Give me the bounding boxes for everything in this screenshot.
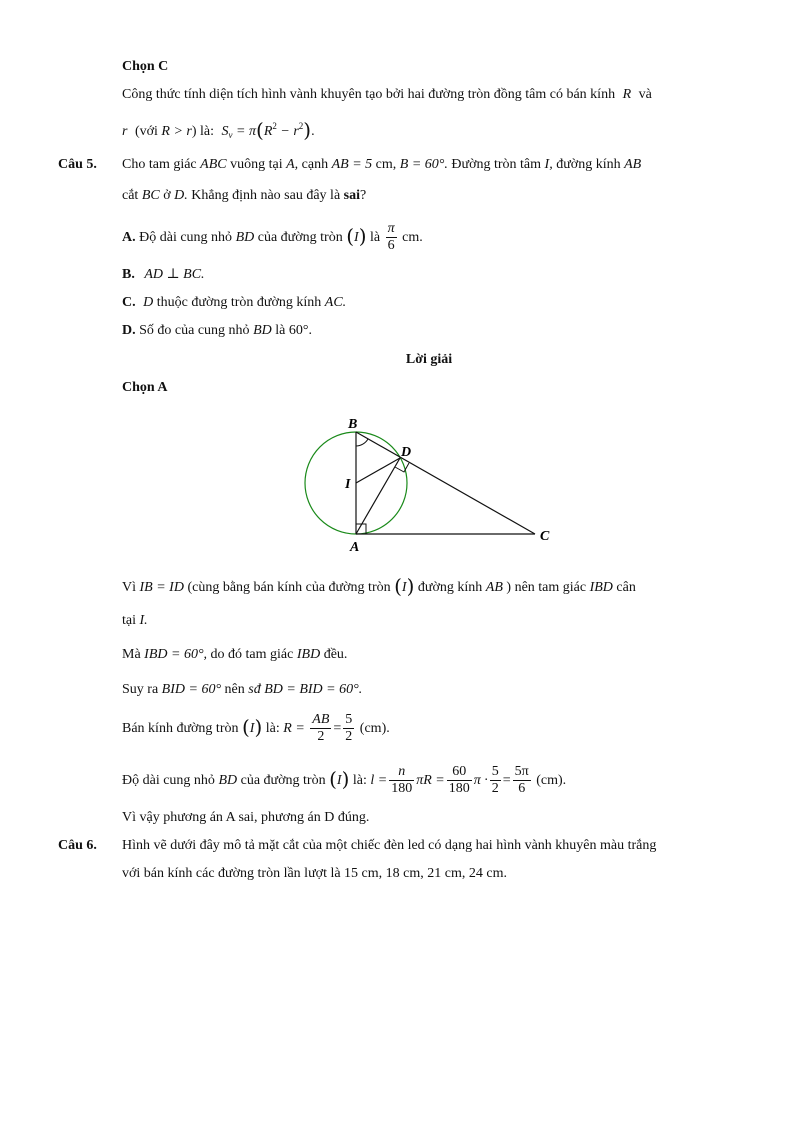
math: D [143, 295, 154, 310]
text: là [275, 323, 286, 338]
denominator: 6 [518, 781, 526, 797]
math: I [354, 230, 359, 245]
formula-R: R [263, 124, 273, 139]
solution-line6 [122, 760, 566, 800]
text: Mà [122, 647, 141, 662]
var-r: r [122, 124, 128, 139]
text: ở [163, 188, 171, 203]
label-A: A [350, 540, 360, 555]
label-C: C [540, 529, 550, 544]
text: (cm). [536, 773, 567, 788]
math: AD ⊥ BC. [144, 267, 205, 282]
fraction [389, 764, 414, 797]
formula-S: S [221, 124, 229, 139]
segment-AD [356, 458, 400, 534]
text: ) nên tam giác [506, 580, 587, 595]
paren-open: ( [241, 715, 250, 739]
solution-title: Lời giải [405, 352, 453, 367]
math: π · [473, 773, 488, 788]
text: cắt [122, 188, 139, 203]
math: AB [624, 157, 642, 172]
option-d [122, 322, 312, 340]
question-6-line1: Hình vẽ dưới đây mô tả mặt cắt của một chiếc đèn led có dạng hai hình vành khuyên màu trắng [122, 838, 657, 853]
text: Khẳng định nào sau đây là [191, 188, 341, 203]
denominator: 180 [448, 781, 470, 797]
condition: R > r [161, 124, 192, 139]
text: Bán kính đường tròn [122, 721, 239, 736]
fraction [310, 712, 331, 745]
math: AB [485, 580, 503, 595]
option-b [122, 266, 205, 284]
text: cân [616, 580, 636, 595]
math: BC [141, 188, 160, 203]
text: Đường tròn tâm [451, 157, 542, 172]
question-5-label: Câu 5. [58, 157, 97, 172]
solution-choice: Chọn A [122, 380, 168, 395]
text: (cm). [359, 721, 390, 736]
text: đều. [323, 647, 348, 662]
option-label: A. [122, 230, 136, 245]
question-6-line2: với bán kính các đường tròn lần lượt là 15 cm, 18 cm, 21 cm, 24 cm. [122, 866, 507, 881]
paren-close: ) [406, 574, 415, 598]
text: sai [343, 188, 361, 203]
label-B: B [348, 417, 358, 432]
annulus-formula-line2: r (với R > r) là: $S_v = \pi(R^2 - r^2)$. [122, 118, 315, 142]
paren-close: ) [303, 118, 312, 142]
text: đường kính [417, 580, 483, 595]
math: I [336, 773, 342, 788]
numerator: 60 [447, 764, 472, 781]
denominator: 2 [491, 781, 499, 797]
math: 60°. [288, 323, 312, 338]
text: . [311, 124, 315, 139]
label-D: D [401, 445, 412, 460]
numerator: 5 [491, 764, 499, 780]
fraction [343, 712, 354, 745]
text: Vì [122, 580, 136, 595]
option-label: C. [122, 295, 136, 310]
math: πR = [416, 773, 445, 788]
fraction [513, 764, 531, 797]
text: Công thức tính diện tích hình vành khuyên tạo bởi hai đường tròn đồng tâm có bán kính [122, 87, 616, 102]
math: BID = 60° [161, 682, 222, 697]
math: A, [286, 157, 299, 172]
text: nên [224, 682, 245, 697]
text: Cho tam giác [122, 157, 197, 172]
math: B = 60°. [399, 157, 448, 172]
math: ABC [200, 157, 227, 172]
text: ? [360, 188, 367, 203]
var-R: R [622, 87, 632, 102]
numerator: n [389, 764, 414, 781]
segment-BC [356, 432, 535, 534]
label-I: I [345, 477, 351, 492]
text: cm. [402, 230, 423, 245]
question-5-line1 [122, 156, 641, 174]
formula-eq: = π [232, 124, 256, 139]
text: Độ dài cung nhỏ [122, 773, 215, 788]
text: vuông tại [230, 157, 283, 172]
solution-line2 [122, 612, 148, 630]
denominator: 6 [387, 238, 395, 254]
math: l = [370, 773, 388, 788]
text: tại [122, 613, 136, 628]
solution-line7: Vì vậy phương án A sai, phương án D đúng. [122, 810, 370, 825]
formula-r: − r [276, 124, 299, 139]
math: IB = ID [139, 580, 184, 595]
math: D. [174, 188, 188, 203]
text: đường kính [556, 157, 621, 172]
text: của đường tròn [240, 773, 326, 788]
formula-sub: v [228, 130, 233, 140]
math: I. [139, 613, 148, 628]
math: BD [253, 323, 272, 338]
denominator: 180 [391, 781, 413, 797]
numerator: AB [312, 712, 330, 728]
math: IBD = 60°, [144, 647, 208, 662]
paren-close: ) [254, 715, 263, 739]
paren-close: ) [358, 224, 367, 248]
text: (với [134, 124, 158, 139]
right-angle-D [395, 463, 409, 472]
text: là [370, 230, 381, 245]
solution-line5 [122, 708, 390, 748]
question-5-line2 [122, 187, 366, 205]
math: BD [235, 230, 255, 245]
text: là: [265, 721, 280, 736]
fraction [490, 764, 501, 797]
paren-open: ( [394, 574, 402, 598]
math: AC. [324, 295, 347, 310]
option-a [122, 219, 423, 255]
option-c [122, 294, 346, 312]
math: AB = 5 [331, 157, 373, 172]
math: IBD [589, 580, 613, 595]
math: BD [218, 773, 238, 788]
paren-open: ( [256, 118, 264, 142]
text: và [638, 87, 652, 102]
text: Độ dài cung nhỏ [139, 230, 233, 245]
text: Số đo của cung nhỏ [139, 323, 250, 338]
math: R = [283, 721, 305, 736]
math: IBD [296, 647, 321, 662]
numerator: 5 [345, 712, 353, 728]
text: (cùng bằng bán kính của đường tròn [187, 580, 391, 595]
text: cạnh [301, 157, 329, 172]
math: sđ BD = BID = 60°. [248, 682, 363, 697]
paren-open: ( [346, 224, 355, 248]
solution-line3 [122, 646, 347, 664]
denominator: 2 [317, 729, 325, 745]
numerator: 5π [514, 764, 529, 780]
solution-line4 [122, 681, 362, 699]
text: thuộc đường tròn đường kính [156, 295, 322, 310]
denominator: 2 [345, 729, 353, 745]
geometry-figure [290, 408, 570, 558]
option-label: D. [122, 323, 136, 338]
text: là: [352, 773, 367, 788]
question-6-label: Câu 6. [58, 838, 97, 853]
math: = [333, 721, 342, 736]
fraction [386, 221, 397, 254]
paren-open: ( [329, 767, 337, 791]
numerator: π [387, 221, 395, 237]
solution-line1 [122, 574, 636, 598]
choice-heading-c: Chọn C [122, 59, 169, 74]
option-label: B. [122, 267, 135, 282]
text: ) là: [191, 124, 215, 139]
text: Suy ra [122, 682, 159, 697]
math: I [401, 580, 407, 595]
text: do đó tam giác [210, 647, 294, 662]
angle-B-arc [356, 439, 368, 446]
paren-close: ) [341, 767, 350, 791]
math: I [249, 721, 255, 736]
annulus-formula-line1 [122, 86, 652, 104]
math: I, [544, 157, 553, 172]
fraction [447, 764, 472, 797]
text: của đường tròn [257, 230, 343, 245]
text: cm, [375, 157, 397, 172]
math: = [502, 773, 511, 788]
